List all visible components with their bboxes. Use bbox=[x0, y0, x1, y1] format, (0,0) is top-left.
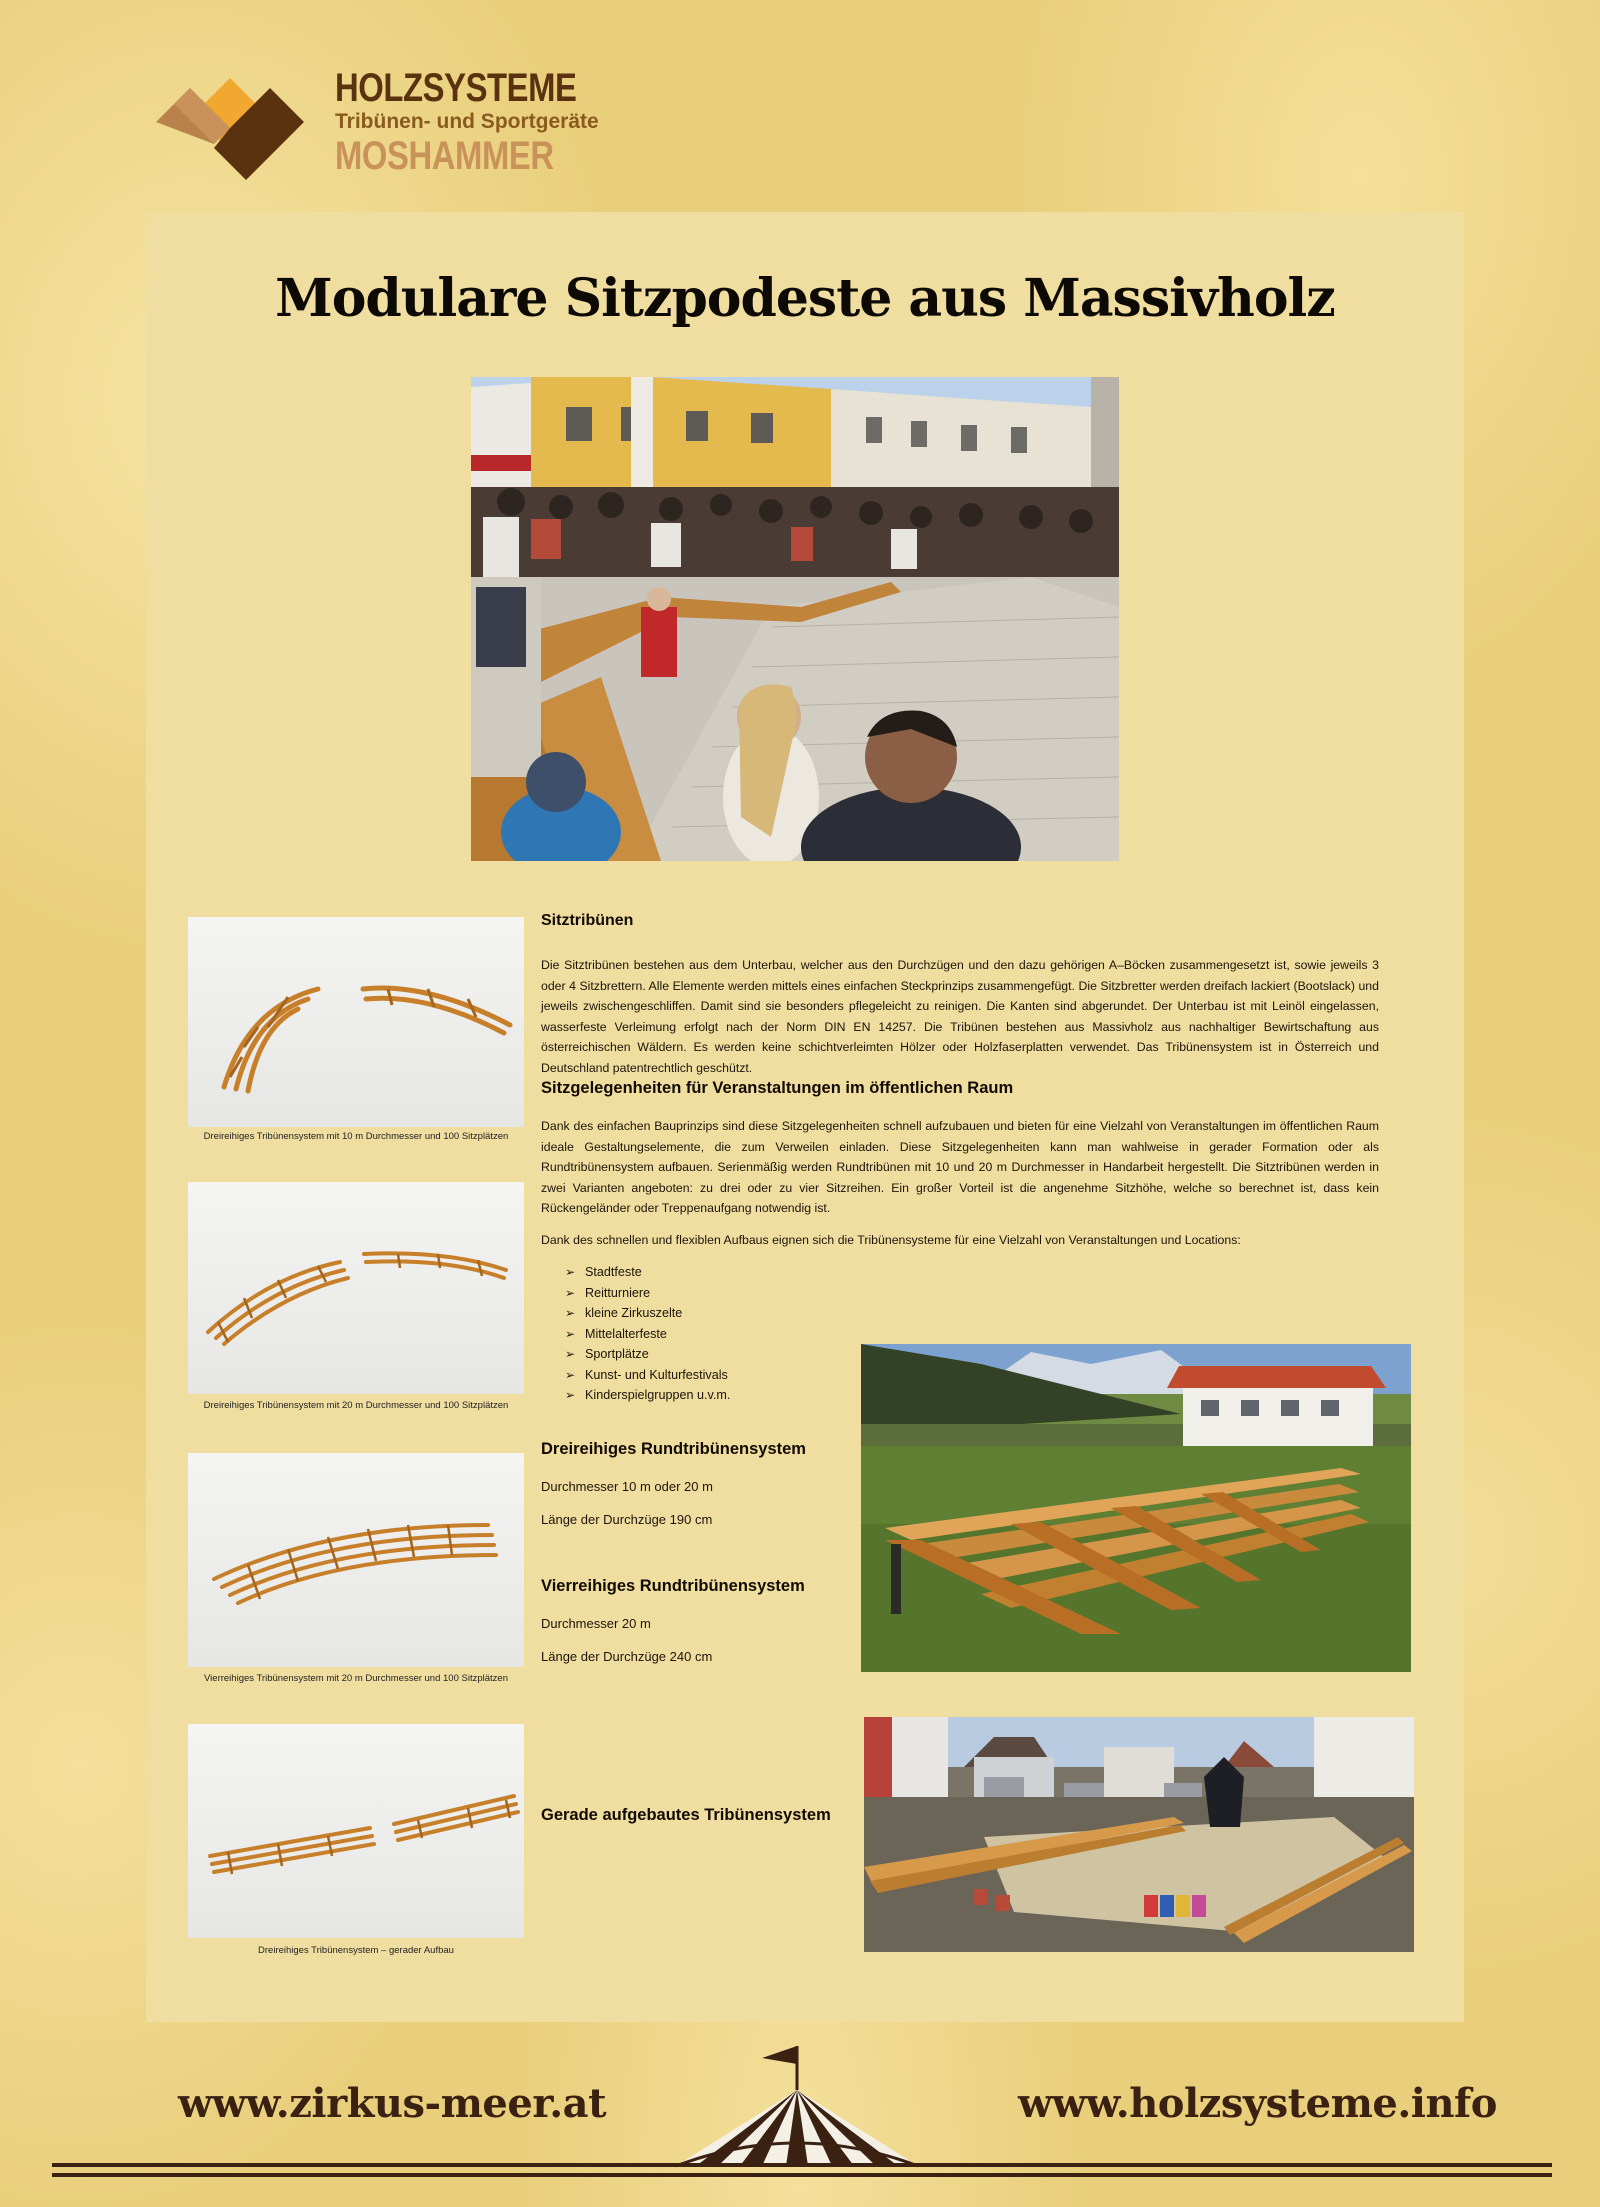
brand-line-1: HOLZSYSTEME bbox=[335, 66, 577, 110]
brand-line-2: Tribünen- und Sportgeräte bbox=[335, 110, 599, 133]
thumbnail-3-caption: Vierreihiges Tribünensystem mit 20 m Durchmesser und 100 Sitzplätzen bbox=[204, 1673, 508, 1684]
thumbnail-4-caption: Dreireihiges Tribünensystem – gerader Aufbau bbox=[258, 1945, 454, 1956]
text-sitztribuenen: Die Sitztribünen bestehen aus dem Unterbau, welcher aus den Durchzügen und den dazu gehörigen A–Böcken zusammengesetzt ist, sowie jeweils 3 oder 4 Sitzbrettern. Alle Elemente werden mittels eines einfachen Steckprinzips zusammengefügt. Die Sitzbretter werden dreifach lackiert (Bootslack) und jeweils zwischengeschliffen. Damit sind sie besonders pflegeleicht zu reinigen. Die Kanten sind abgerundet. Der Unterbau ist mit Leinöl eingelassen, wasserfeste Verleimung erfolgt nach der Norm DIN EN 14257. Die Tribünen bestehen aus Massivholz aus nachhaltiger Bewirtschaftung aus österreichischen Wäldern. Es werden keine schichtverleimten Hölzer oder Holzfaserplatten verwendet. Das Tribünensystem ist in Österreich und Deutschland patentrechtlich geschützt. bbox=[541, 958, 1379, 1075]
circus-tent-icon bbox=[666, 2040, 928, 2170]
list-item: ➢ Mittelalterfeste bbox=[565, 1324, 730, 1345]
brand-line-3: MOSHAMMER bbox=[335, 134, 554, 178]
list-item: ➢ Kinderspielgruppen u.v.m. bbox=[565, 1385, 730, 1406]
brand-wordmark bbox=[335, 66, 630, 178]
vierreihig-length: Länge der Durchzüge 240 cm bbox=[541, 1649, 713, 1664]
vierreihig-diameter: Durchmesser 20 m bbox=[541, 1616, 651, 1631]
heading-gerade: Gerade aufgebautes Tribünensystem bbox=[541, 1806, 831, 1824]
list-item: ➢ Sportplätze bbox=[565, 1344, 730, 1365]
locations-list bbox=[565, 1262, 730, 1406]
footer-url-zirkus[interactable]: www.zirkus-meer.at bbox=[178, 2080, 607, 2127]
thumbnail-4 bbox=[188, 1724, 524, 1938]
poster-title: Modulare Sitzpodeste aus Massivholz bbox=[275, 268, 1335, 329]
list-item: ➢ kleine Zirkuszelte bbox=[565, 1303, 730, 1324]
logo-mark bbox=[150, 62, 310, 180]
photo-tribune-square bbox=[864, 1717, 1414, 1952]
thumbnail-1-caption: Dreireihiges Tribünensystem mit 10 m Durchmesser und 100 Sitzplätzen bbox=[203, 1131, 509, 1142]
photo-tribune-grass bbox=[861, 1344, 1411, 1672]
text-veranstaltungen: Dank des einfachen Bauprinzips sind diese Sitzgelegenheiten schnell aufzubauen und bieten für eine Vielzahl von Veranstaltungen im öffentlichen Raum ideale Gestaltungselemente, die zum Verweilen einladen. Diese Sitzgelegenheiten kann man wahlweise in gerader Formation oder als Rundtribünensystem aufbauen. Serienmäßig werden Rundtribünen mit 10 und 20 m Durchmesser in Handarbeit hergestellt. Die Sitztribünen werden in zwei Varianten angeboten: zu drei oder zu vier Sitzreihen. Ein großer Vorteil ist die angenehme Sitzhöhe, welche so berechnet ist, dass kein Rückengeländer oder Treppenaufgang notwendig ist. bbox=[541, 1119, 1379, 1216]
list-item: ➢ Kunst- und Kulturfestivals bbox=[565, 1365, 730, 1386]
footer-url-holzsysteme[interactable]: www.holzsysteme.info bbox=[1018, 2080, 1497, 2127]
main-photo-crowd bbox=[471, 377, 1119, 861]
dreireihig-length: Länge der Durchzüge 190 cm bbox=[541, 1512, 713, 1527]
list-item: ➢ Reitturniere bbox=[565, 1283, 730, 1304]
heading-sitztribuenen: Sitztribünen bbox=[541, 912, 634, 929]
thumbnail-1 bbox=[188, 917, 524, 1127]
thumbnail-3 bbox=[188, 1453, 524, 1667]
heading-veranstaltungen: Sitzgelegenheiten für Veranstaltungen im öffentlichen Raum bbox=[541, 1079, 1014, 1097]
heading-dreireihig: Dreireihiges Rundtribünensystem bbox=[541, 1440, 806, 1458]
thumbnail-2 bbox=[188, 1182, 524, 1394]
footer-divider-line bbox=[52, 2173, 1552, 2177]
thumbnail-2-caption: Dreireihiges Tribünensystem mit 20 m Durchmesser und 100 Sitzplätzen bbox=[203, 1400, 509, 1411]
list-item: ➢ Stadtfeste bbox=[565, 1262, 730, 1283]
text-locations-intro: Dank des schnellen und flexiblen Aufbaus eignen sich die Tribünensysteme für eine Vielzahl von Veranstaltungen und Locations: bbox=[541, 1233, 1241, 1247]
heading-vierreihig: Vierreihiges Rundtribünensystem bbox=[541, 1577, 805, 1595]
dreireihig-diameter: Durchmesser 10 m oder 20 m bbox=[541, 1479, 713, 1494]
footer-divider-line bbox=[52, 2163, 1552, 2167]
